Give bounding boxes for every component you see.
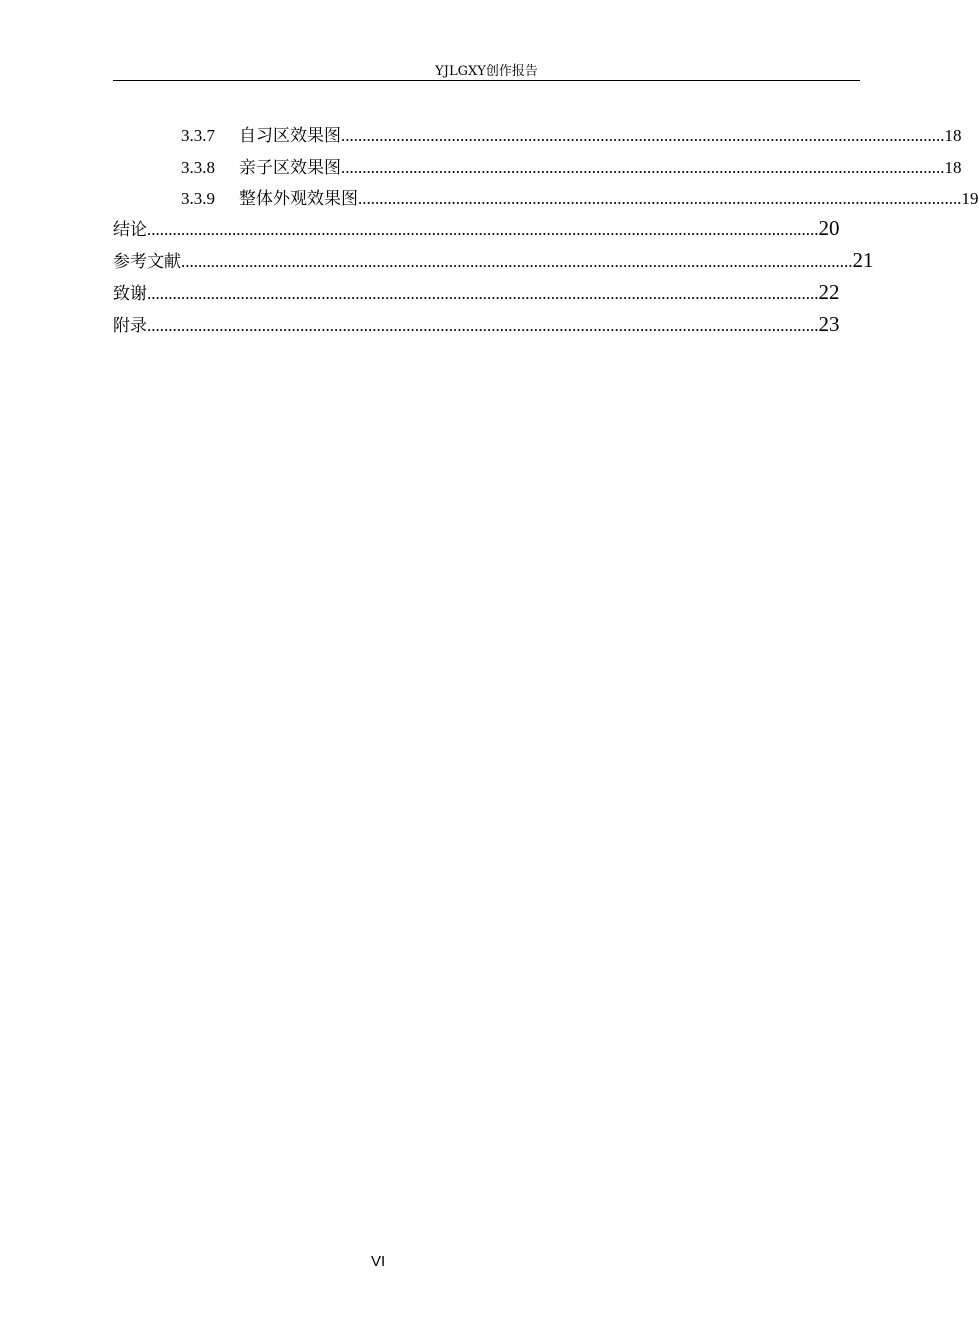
toc-entry-page: 18 <box>944 158 962 177</box>
toc-entry-3-3-9[interactable] <box>181 184 979 209</box>
toc-leader-dots: .............................................................................................................................................. <box>341 158 945 177</box>
toc-entry-3-3-8[interactable] <box>181 153 962 178</box>
toc-entry-title: 参考文献 <box>113 252 181 272</box>
toc-entry-title: 亲子区效果图 <box>239 158 341 178</box>
toc-leader-dots: .............................................................................................................................................................. <box>147 220 819 239</box>
toc-leader-dots: .............................................................................................................................................................. <box>181 252 853 271</box>
page-header: YJLGXY创作报告 <box>435 64 538 79</box>
toc-leader-dots: .............................................................................................................................................. <box>341 126 945 145</box>
toc-entry-title: 自习区效果图 <box>239 126 341 146</box>
toc-entry-page: 18 <box>944 126 962 145</box>
toc-entry-acknowledgements[interactable] <box>113 279 840 305</box>
toc-entry-page: 19 <box>961 189 979 208</box>
page-number: VI <box>371 1253 386 1270</box>
toc-entry-page: 22 <box>818 280 840 304</box>
toc-entry-page: 23 <box>818 312 840 336</box>
toc-leader-dots: .............................................................................................................................................................. <box>147 284 819 303</box>
toc-entry-number: 3.3.8 <box>181 158 215 177</box>
toc-leader-dots: .............................................................................................................................................................. <box>147 316 819 335</box>
toc-entry-conclusion[interactable] <box>113 215 840 241</box>
toc-entry-page: 20 <box>818 216 840 240</box>
toc-entry-number: 3.3.7 <box>181 126 215 145</box>
toc-entry-title: 附录 <box>113 316 147 336</box>
toc-entry-3-3-7[interactable] <box>181 121 962 146</box>
toc-entry-title: 致谢 <box>113 284 147 304</box>
toc-entry-title: 整体外观效果图 <box>239 189 358 209</box>
header-rule <box>113 80 860 81</box>
toc-entry-references[interactable] <box>113 247 874 273</box>
toc-entry-number: 3.3.9 <box>181 189 215 208</box>
toc-entry-appendix[interactable] <box>113 311 840 337</box>
toc-entry-title: 结论 <box>113 220 147 240</box>
toc-entry-page: 21 <box>852 248 874 272</box>
toc-leader-dots: .............................................................................................................................................. <box>358 189 962 208</box>
